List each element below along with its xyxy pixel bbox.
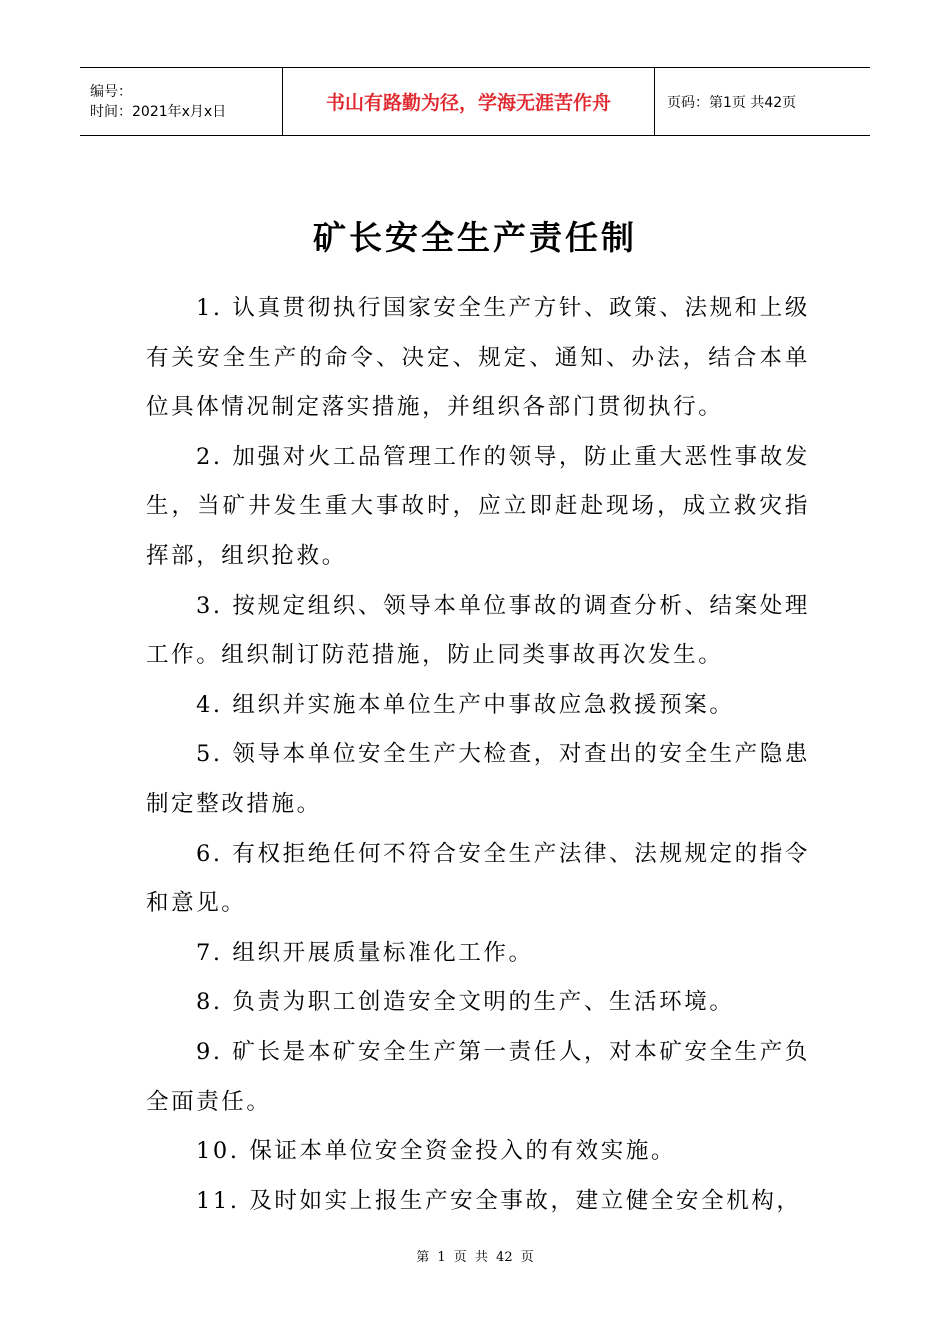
header-meta (80, 68, 282, 135)
paragraph: 10. 保证本单位安全资金投入的有效实施。 (196, 1138, 677, 1165)
paragraph: 3. 按规定组织、领导本单位事故的调查分析、结案处理工作。组织制订防范措施，防止同类事故再次发生。 (146, 592, 810, 669)
page-header (80, 67, 870, 136)
paragraph: 2. 加强对火工品管理工作的领导，防止重大恶性事故发生，当矿井发生重大事故时，应立即赶赴现场，成立救灾指挥部，组织抢救。 (146, 443, 810, 569)
paragraph: 5. 领导本单位安全生产大检查，对查出的安全生产隐患制定整改措施。 (146, 741, 810, 817)
paragraph: 11. 及时如实上报生产安全事故，建立健全安全机构， (196, 1187, 802, 1214)
document-number-label: 编号： (90, 83, 132, 100)
paragraph: 9. 矿长是本矿安全生产第一责任人，对本矿安全生产负全面责任。 (146, 1038, 810, 1115)
paragraph: 1. 认真贯彻执行国家安全生产方针、政策、法规和上级有关安全生产的命令、决定、规定、通知、办法，结合本单位具体情况制定落实措施，并组织各部门贯彻执行。 (146, 295, 810, 421)
document-body (146, 284, 810, 1226)
header-page-cell (655, 68, 870, 135)
document-title: 矿长安全生产责任制 (313, 218, 637, 257)
paragraph: 8. 负责为职工创造安全文明的生产、生活环境。 (196, 989, 735, 1016)
header-motto: 书山有路勤为径，学海无涯苦作舟 (325, 92, 611, 114)
page-footer: 第 1 页 共 42 页 (416, 1250, 534, 1265)
paragraph: 4. 组织并实施本单位生产中事故应急救援预案。 (196, 691, 735, 718)
paragraph: 6. 有权拒绝任何不符合安全生产法律、法规规定的指令和意见。 (146, 840, 810, 917)
header-motto-cell (282, 68, 655, 135)
paragraph: 7. 组织开展质量标准化工作。 (196, 939, 534, 966)
document-time-label: 时间：2021年x月x日 (90, 103, 227, 120)
header-page-label: 页码：第1页 共42页 (667, 94, 797, 111)
